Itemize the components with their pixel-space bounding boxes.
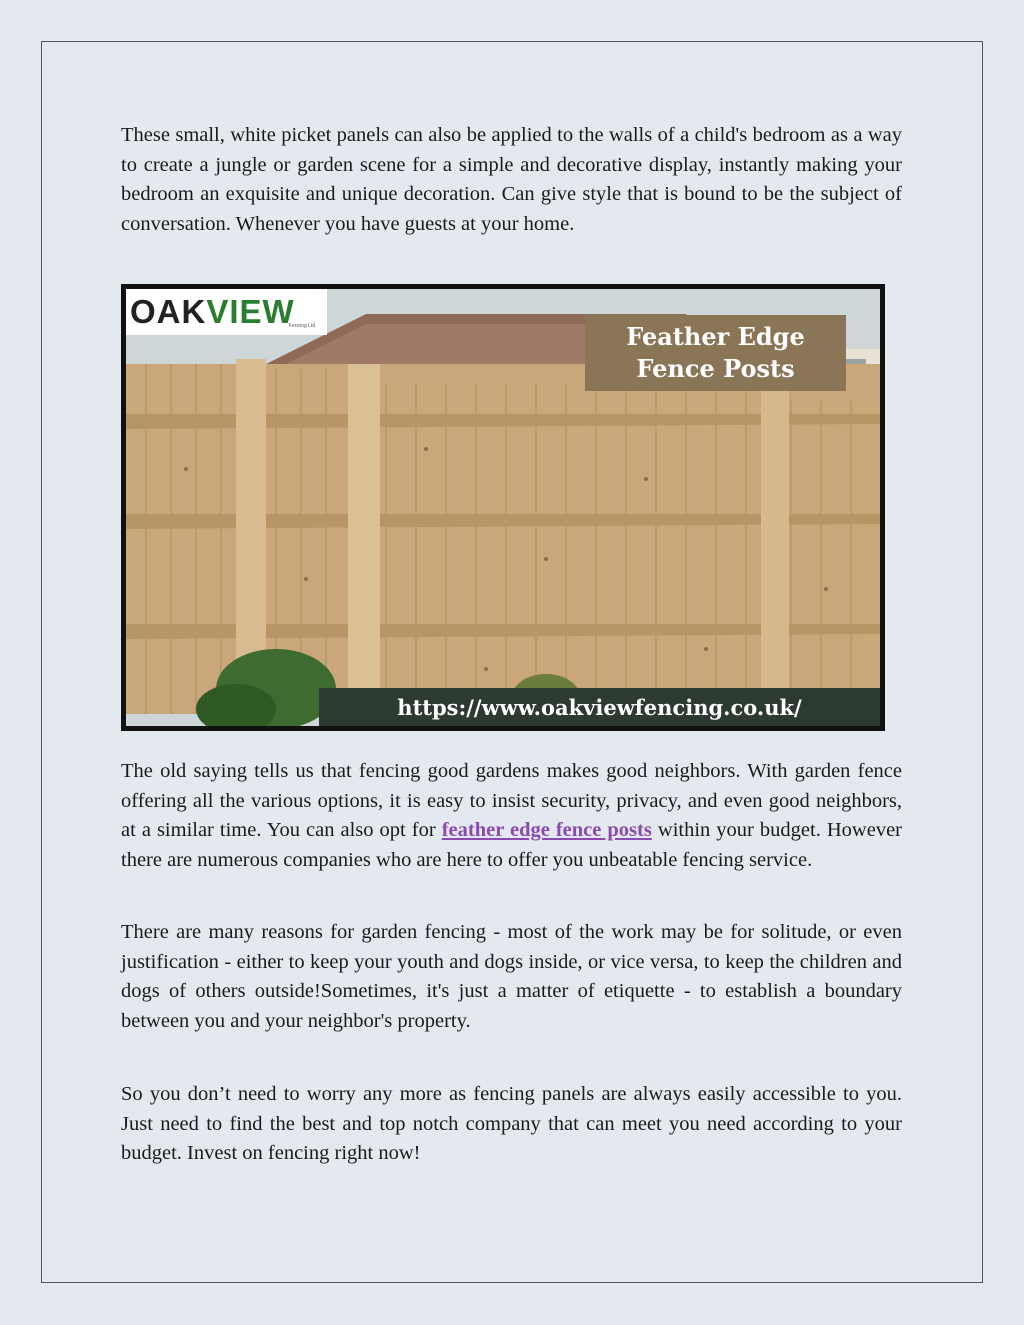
fence-photo xyxy=(121,284,885,731)
paragraph-1: These small, white picket panels can also be applied to the walls of a child's bedroom as a way to create a jungle or garden scene for a simple and decorative display, instantly making your bedroom an exquisite and unique decoration. Can give style that is bound to be the subject of conversation. Whenever you have guests at your home. xyxy=(121,124,902,236)
image-title-box xyxy=(585,315,846,391)
feather-edge-fence-posts-link[interactable]: feather edge fence posts xyxy=(441,819,652,842)
paragraph-2-text-b: within your budget. However there are numerous companies who are here to offer you unbeatable fencing service. xyxy=(121,819,902,872)
paragraph-3: There are many reasons for garden fencing - most of the work may be for solitude, or even justification - either to keep your youth and dogs inside, or vice versa, to keep the children and dogs of others outside!Sometimes, it's just a matter of etiquette - to establish a boundary between you and your neighbor's property. xyxy=(121,921,902,1033)
image-url-text: https://www.oakviewfencing.co.uk/ xyxy=(397,694,802,720)
image-title-line2: Fence Posts xyxy=(636,354,795,383)
oakview-logo xyxy=(126,289,327,335)
paragraph-2 xyxy=(121,757,902,876)
logo-oak-text: OAK xyxy=(130,293,207,330)
paragraph-4: So you don’t need to worry any more as fencing panels are always easily accessible to you. Just need to find the best and top notch company that can meet you need according to your budget. Invest on fencing right now! xyxy=(121,1083,902,1165)
paragraph-2-text-a: The old saying tells us that fencing good gardens makes good neighbors. With garden fence offering all the various options, it is easy to insist security, privacy, and even good neighbors, at a similar time. You can also opt for xyxy=(121,760,902,842)
image-title-line1: Feather Edge xyxy=(626,322,805,351)
logo-view-text: VIEW xyxy=(206,293,295,330)
logo-subtitle: Fencing Ltd xyxy=(289,323,316,329)
image-url-banner xyxy=(319,688,880,726)
